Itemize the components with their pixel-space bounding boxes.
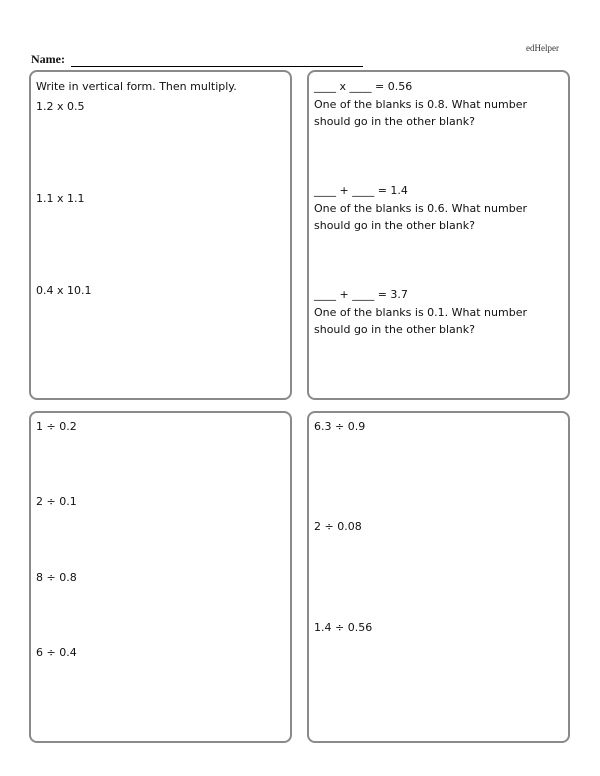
- question-text: One of the blanks is 0.8. What number should go in the other blank?: [314, 98, 527, 128]
- brand-label: edHelper: [526, 43, 559, 53]
- division-box-right: [307, 411, 570, 743]
- division-box-left: [29, 411, 292, 743]
- problem-item: 8 ÷ 0.8: [36, 571, 77, 584]
- problem-item: 1.1 x 1.1: [36, 192, 85, 205]
- equation-text: ____ x ____ = 0.56: [314, 80, 413, 93]
- missing-number-box: [307, 70, 570, 400]
- name-line: [71, 55, 363, 67]
- question-text: One of the blanks is 0.1. What number should go in the other blank?: [314, 306, 527, 336]
- name-label: Name:: [31, 52, 65, 66]
- problem-item: 1 ÷ 0.2: [36, 420, 77, 433]
- multiplication-box: [29, 70, 292, 400]
- name-field: [31, 52, 363, 67]
- problem-item: 6 ÷ 0.4: [36, 646, 77, 659]
- equation-text: ____ + ____ = 3.7: [314, 288, 408, 301]
- instruction-text: Write in vertical form. Then multiply.: [36, 80, 237, 93]
- equation-text: ____ + ____ = 1.4: [314, 184, 408, 197]
- problem-item: 6.3 ÷ 0.9: [314, 420, 366, 433]
- problem-item: 2 ÷ 0.08: [314, 520, 362, 533]
- problem-item: 1.4 ÷ 0.56: [314, 621, 373, 634]
- problem-item: 2 ÷ 0.1: [36, 495, 77, 508]
- problem-item: 0.4 x 10.1: [36, 284, 92, 297]
- question-text: One of the blanks is 0.6. What number should go in the other blank?: [314, 202, 527, 232]
- problem-item: 1.2 x 0.5: [36, 100, 85, 113]
